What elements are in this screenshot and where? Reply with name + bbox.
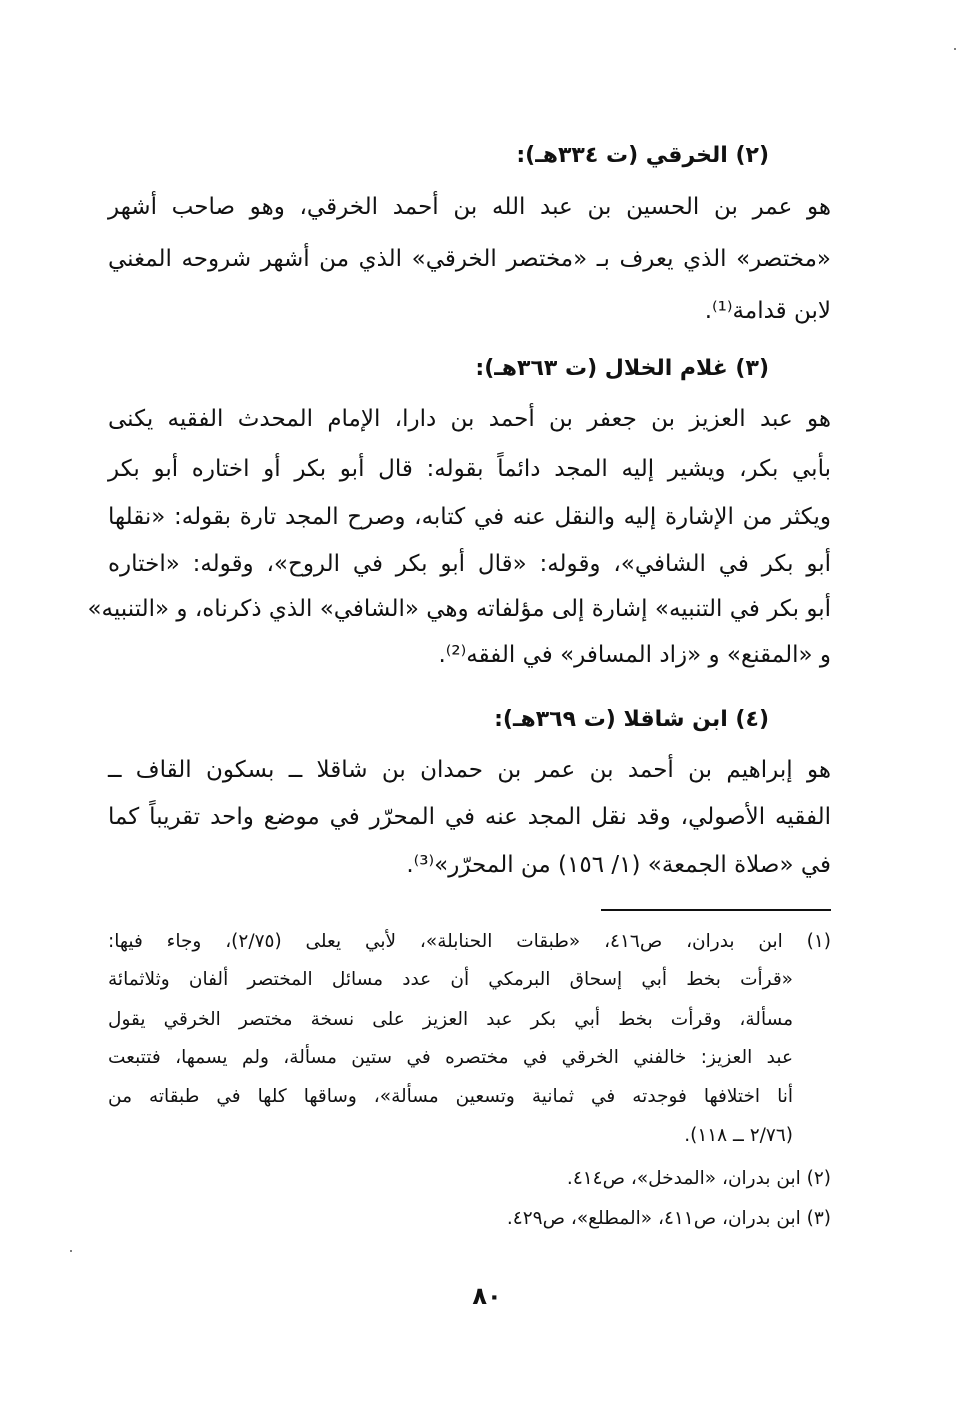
scan-speck — [70, 1250, 72, 1252]
body-line: «مختصر» الذي يعرف بـ «مختصر الخرقي» الذي من أشهر شروحه المغني — [108, 246, 831, 272]
footnote-line: (٢/٧٦ ــ ١١٨). — [684, 1125, 793, 1146]
body-line: بأبي بكر، ويشير إليه المجد دائماً بقوله: قال أبو بكر أو اختاره أبو بكر — [108, 456, 831, 482]
body-line: في «صلاة الجمعة» (١/ ١٥٦) من المحرّر»⁽³⁾. — [406, 852, 831, 878]
footnote-line: (٣) ابن بدران، ص٤١١، «المطلع»، ص٤٢٩. — [506, 1208, 831, 1229]
body-line: الفقيه الأصولي، وقد نقل المجد عنه في المحرّر في موضع واحد تقريباً كما — [108, 804, 831, 830]
section-heading-khiraqi: (٢) الخرقي (ت ٣٣٤هـ): — [516, 143, 769, 168]
body-line: هو عمر بن الحسين بن عبد الله بن أحمد الخرقي، وهو صاحب أشهر — [108, 194, 831, 220]
section-heading-ghulam-al-khallal: (٣) غلام الخلال (ت ٣٦٣هـ): — [475, 356, 769, 381]
body-line: و «المقنع» و «زاد المسافر» في الفقه⁽²⁾. — [438, 642, 831, 668]
page-number: ٨٠ — [472, 1282, 502, 1310]
body-line: هو إبراهيم بن أحمد بن عمر بن حمدان بن شاقلا ــ بسكون القاف ــ — [108, 757, 831, 783]
section-heading-ibn-shaqila: (٤) ابن شاقلا (ت ٣٦٩هـ): — [494, 707, 769, 732]
footnote-line: (١) ابن بدران، ص٤١٦، «طبقات الحنابلة»، لأبي يعلى (٢/٧٥)، وجاء فيها: — [108, 931, 831, 952]
footnote-line: أنا اختلافها فوجدته في ثمانية وتسعين مسألة»، وساقها كلها في طبقاته من — [108, 1086, 793, 1107]
body-line: لابن قدامة⁽¹⁾. — [704, 298, 831, 324]
body-line: ويكثر من الإشارة إليه والنقل عنه في كتابه، وصرح المجد تارة بقوله: «نقلها — [108, 504, 831, 530]
body-line: أبو بكر في الشافي»، وقوله: «قال أبو بكر في الروح»، وقوله: «اختاره — [108, 551, 831, 577]
footnote-line: مسألة، وقرأت بخط أبي بكر عبد العزيز على نسخة مختصر الخرقي يقول — [108, 1009, 793, 1030]
footnote-separator — [601, 909, 831, 911]
body-line: هو عبد العزيز بن جعفر بن أحمد بن دارا، الإمام المحدث الفقيه يكنى — [108, 406, 831, 432]
footnote-line: عبد العزيز: خالفني الخرقي في مختصره في ستين مسألة، ولم يسمها، فتتبعت — [108, 1047, 793, 1068]
body-line: أبو بكر في التنبيه» إشارة إلى مؤلفاته وهي «الشافي» الذي ذكرناه، و «التنبيه» — [87, 596, 831, 622]
footnote-line: «قرأت بخط أبي إسحاق البرمكي أن عدد مسائل المختصر ألفان وثلاثمائة — [108, 969, 793, 990]
scan-speck — [954, 48, 956, 50]
footnote-line: (٢) ابن بدران، «المدخل»، ص٤١٤. — [566, 1168, 831, 1189]
